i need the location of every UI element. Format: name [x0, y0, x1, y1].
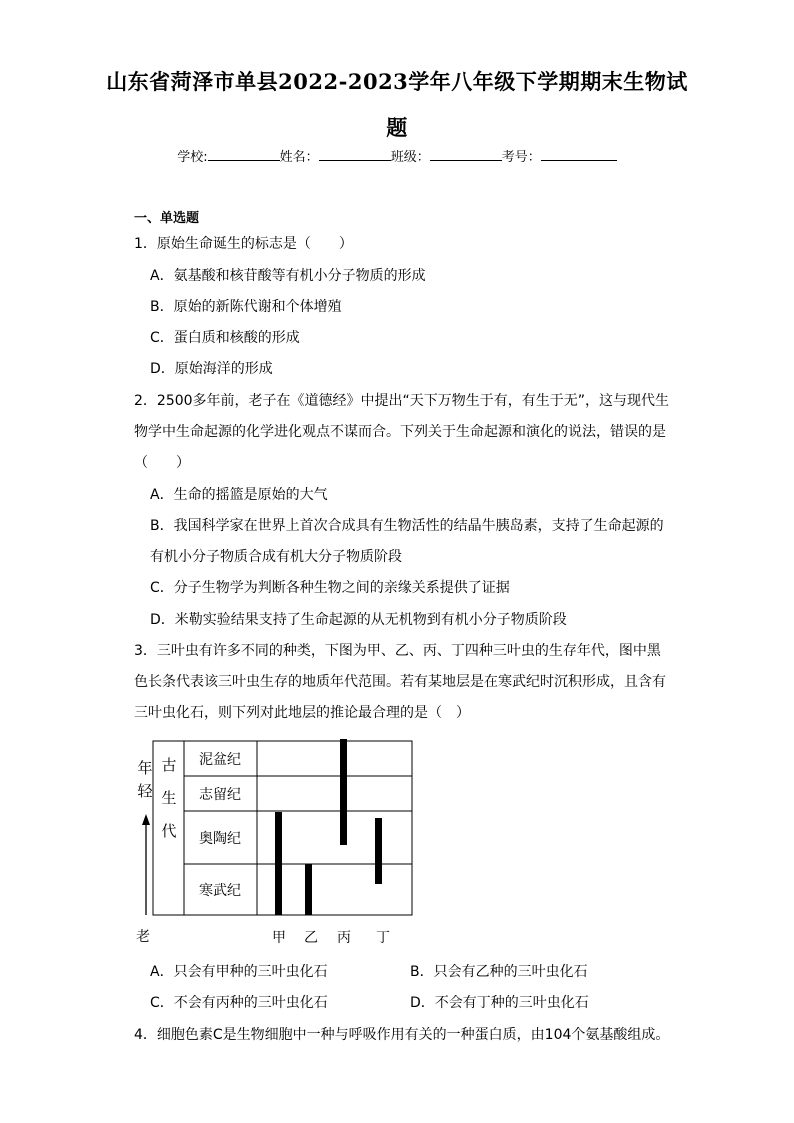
- axis-label-old: 老: [136, 929, 150, 945]
- number-blank[interactable]: [541, 148, 617, 161]
- q2-stem-line-1: 2．2500多年前，老子在《道德经》中提出“天下万物生于有，有生于无”，这与现代生: [134, 393, 670, 409]
- exam-title-line-1: 山东省菏泽市单县2022-2023学年八年级下学期期末生物试: [106, 69, 688, 94]
- exam-title-line-2: 题: [386, 115, 408, 140]
- class-blank[interactable]: [430, 148, 502, 161]
- student-info-fields: [0, 146, 794, 165]
- q2-option-d[interactable]: D．米勒实验结果支持了生命起源的从无机物到有机小分子物质阶段: [150, 612, 567, 628]
- q3-stem-line-1: 3．三叶虫有许多不同的种类，下图为甲、乙、丙、丁四种三叶虫的生存年代，图中黑: [134, 643, 661, 659]
- school-label: 学校:: [177, 150, 208, 165]
- q1-option-d[interactable]: D．原始海洋的形成: [150, 361, 273, 377]
- name-label: 姓名：: [279, 150, 319, 165]
- q3-option-b[interactable]: B．只会有乙种的三叶虫化石: [410, 964, 588, 980]
- chart-frame: [153, 741, 412, 915]
- q2-option-c[interactable]: C．分子生物学为判断各种生物之间的亲缘关系提供了证据: [150, 580, 510, 596]
- q2-option-b-line-2: 有机小分子物质合成有机大分子物质阶段: [150, 549, 402, 565]
- q1-option-a[interactable]: A．氨基酸和核苷酸等有机小分子物质的形成: [150, 268, 426, 284]
- period-ordovician: 奥陶纪: [199, 831, 241, 847]
- period-devonian: 泥盆纪: [199, 752, 241, 768]
- axis-label-young-1: 年: [137, 759, 153, 777]
- range-bar-ding: [375, 818, 382, 884]
- school-blank[interactable]: [208, 148, 280, 161]
- q2-option-a[interactable]: A．生命的摇篮是原始的大气: [150, 487, 328, 503]
- q1-stem: 1．原始生命诞生的标志是（ ）: [134, 236, 353, 252]
- era-char-2: 生: [161, 789, 177, 807]
- q2-stem-line-3: （ ）: [134, 455, 190, 471]
- section-heading: 一、单选题: [134, 211, 200, 226]
- q2-stem-line-2: 物学中生命起源的化学进化观点不谋而合。下列关于生命起源和演化的说法，错误的是: [134, 424, 666, 440]
- name-blank[interactable]: [319, 148, 391, 161]
- era-char-1: 古: [161, 756, 177, 774]
- q1-option-c[interactable]: C．蛋白质和核酸的形成: [150, 330, 300, 346]
- axis-label-young-2: 轻: [137, 782, 153, 800]
- range-bar-bing: [340, 739, 347, 845]
- species-label-bing: 丙: [337, 930, 351, 946]
- time-axis-arrowhead: [142, 814, 150, 825]
- species-label-jia: 甲: [272, 930, 286, 946]
- class-label: 班级：: [390, 150, 430, 165]
- era-char-3: 代: [161, 822, 177, 840]
- q3-option-a[interactable]: A．只会有甲种的三叶虫化石: [150, 964, 328, 980]
- q3-option-c[interactable]: C．不会有丙种的三叶虫化石: [150, 995, 328, 1011]
- q3-stem-line-2: 色长条代表该三叶虫生存的地质年代范围。若有某地层是在寒武纪时沉积形成，且含有: [134, 674, 666, 690]
- chart-grid: [153, 741, 412, 915]
- species-label-ding: 丁: [376, 930, 390, 946]
- q1-option-b[interactable]: B．原始的新陈代谢和个体增殖: [150, 299, 342, 315]
- species-label-yi: 乙: [304, 930, 318, 946]
- range-bar-yi: [305, 864, 312, 915]
- q4-stem-line-1: 4．细胞色素C是生物细胞中一种与呼吸作用有关的一种蛋白质，由104个氨基酸组成。: [134, 1027, 670, 1043]
- period-cambrian: 寒武纪: [199, 883, 241, 899]
- q2-option-b-line-1[interactable]: B．我国科学家在世界上首次合成具有生物活性的结晶牛胰岛素，支持了生命起源的: [150, 518, 664, 534]
- period-silurian: 志留纪: [199, 787, 241, 803]
- range-bar-jia: [275, 812, 282, 915]
- number-label: 考号：: [501, 150, 541, 165]
- q3-stem-line-3: 三叶虫化石，则下列对此地层的推论最合理的是（ ）: [134, 705, 470, 721]
- q3-option-d[interactable]: D．不会有丁种的三叶虫化石: [410, 995, 589, 1011]
